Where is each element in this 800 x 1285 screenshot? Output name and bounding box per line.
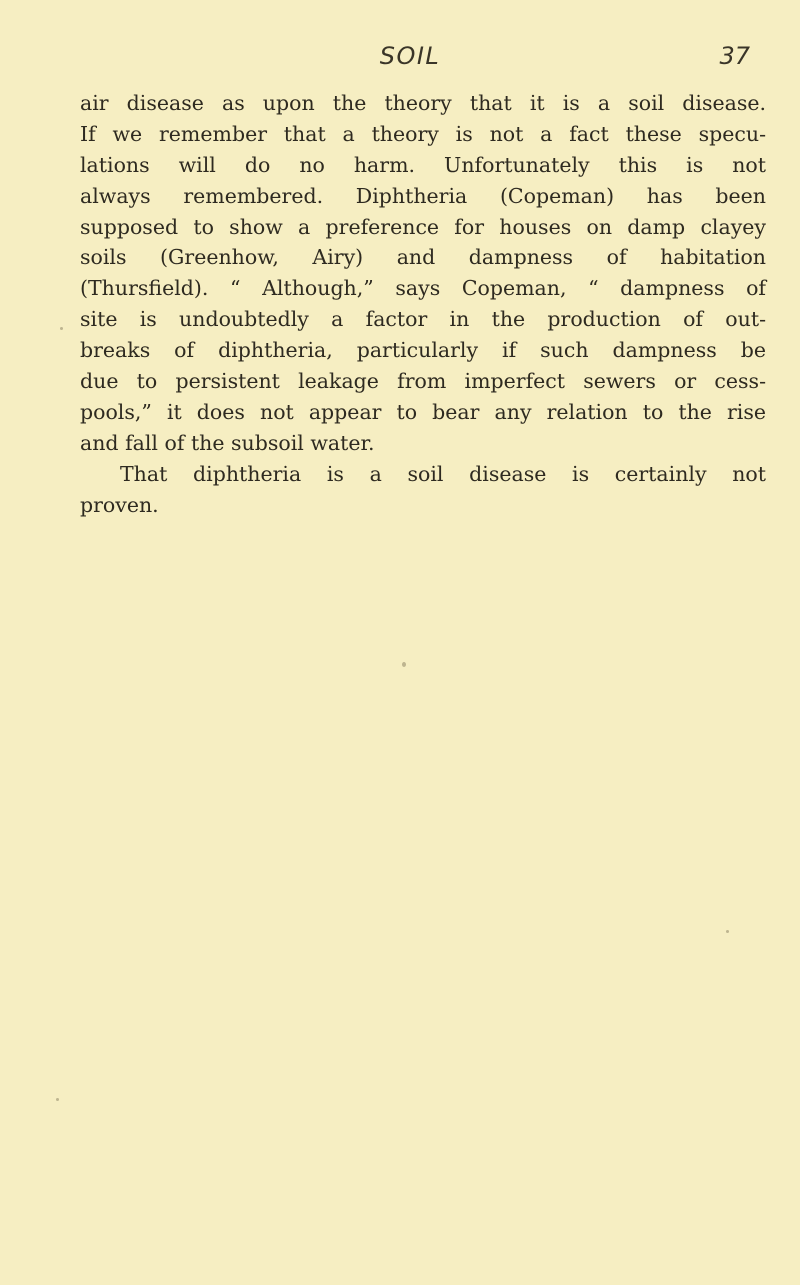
text-line: and fall of the subsoil water. <box>80 430 375 455</box>
text-line: lations will do no harm. Unfortunately this is not <box>80 152 766 177</box>
text-line: site is undoubtedly a factor in the production of out- <box>80 307 766 332</box>
text-line: (Thursfield). “ Although,” says Copeman, “ dampness of <box>80 276 766 301</box>
text-line: That diphtheria is a soil disease is certainly not <box>120 461 766 486</box>
paper-speck <box>726 930 729 933</box>
running-title: SOIL <box>379 42 441 70</box>
text-line: air disease as upon the theory that it is a soil disease. <box>80 91 766 115</box>
paper-speck <box>56 1098 59 1101</box>
paper-speck <box>402 662 406 667</box>
text-line: supposed to show a preference for houses on damp clayey <box>80 214 766 239</box>
running-head <box>40 42 780 82</box>
paper-speck <box>60 327 63 330</box>
body-text <box>80 88 766 520</box>
text-line: always remembered. Diphtheria (Copeman) has been <box>80 183 766 208</box>
text-line: breaks of diphtheria, particularly if such dampness be <box>80 338 766 363</box>
text-line: soils (Greenhow, Airy) and dampness of habitation <box>80 245 766 270</box>
text-line: due to persistent leakage from imperfect sewers or cess- <box>80 369 766 394</box>
text-line: If we remember that a theory is not a fact these specu- <box>80 121 766 146</box>
text-line: pools,” it does not appear to bear any relation to the rise <box>80 399 766 424</box>
text-line: proven. <box>80 492 159 517</box>
page-number: 37 <box>719 42 750 70</box>
